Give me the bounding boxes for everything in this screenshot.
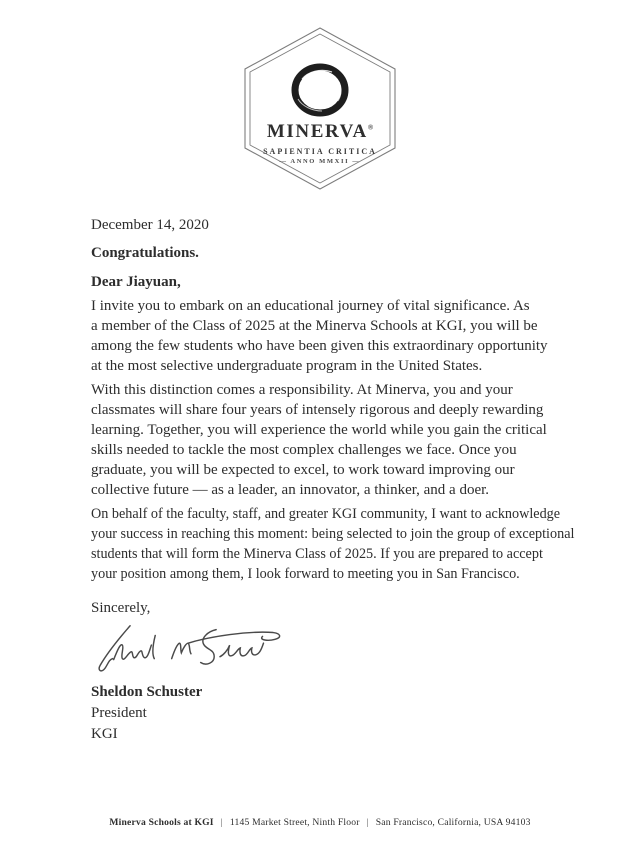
footer-street-address: 1145 Market Street, Ninth Floor: [229, 817, 360, 828]
logo-anno-year: — ANNO MMXII —: [279, 158, 361, 165]
paragraph-2-line: learning. Together, you will experience the world while you gain the critical: [91, 422, 547, 438]
footer-city-state: San Francisco, California, USA 94103: [375, 817, 531, 828]
paragraph-1-line: at the most selective undergraduate program in the United States.: [91, 358, 483, 374]
signer-title: President: [91, 705, 147, 721]
paragraph-1-line: I invite you to embark on an educational journey of vital significance. As: [91, 298, 530, 314]
congratulations-heading: Congratulations.: [91, 245, 199, 261]
signer-name: Sheldon Schuster: [91, 684, 203, 700]
paragraph-3-line: your success in reaching this moment: being selected to join the group of exceptional: [91, 526, 575, 542]
logo-motto: SAPIENTIA CRITICA: [263, 147, 377, 156]
signer-organization: KGI: [91, 726, 118, 742]
paragraph-3-line: your position among them, I look forward to meeting you in San Francisco.: [91, 566, 520, 582]
signature-block: [91, 619, 566, 677]
paragraph-1-line: a member of the Class of 2025 at the Minerva Schools at KGI, you will be: [91, 318, 538, 334]
brush-circle-icon: [288, 61, 352, 119]
letter-page: [0, 27, 640, 855]
paragraph-1-line: among the few students who have been given this extraordinary opportunity: [91, 338, 548, 354]
paragraph-2: [91, 380, 566, 500]
paragraph-3: [91, 504, 575, 584]
logo-wordmark: [240, 121, 400, 143]
handwritten-signature-icon: [91, 619, 291, 677]
paragraph-2-line: With this distinction comes a responsibility. At Minerva, you and your: [91, 382, 513, 398]
logo-wordmark-text: MINERVA: [266, 121, 368, 142]
paragraph-3-line: On behalf of the faculty, staff, and greater KGI community, I want to acknowledge: [91, 506, 561, 522]
paragraph-2-line: classmates will share four years of intensely rigorous and deeply rewarding: [91, 402, 544, 418]
paragraph-1: [91, 296, 566, 376]
paragraph-2-line: collective future — as a leader, an innovator, a thinker, and a doer.: [91, 482, 490, 498]
letter-date: December 14, 2020: [91, 217, 209, 233]
paragraph-2-line: graduate, you will be expected to excel, to work toward improving our: [91, 462, 515, 478]
paragraph-2-line: skills needed to tackle the most complex challenges we face. Once you: [91, 442, 517, 458]
paragraph-3-line: students that will form the Minerva Class of 2025. If you are prepared to accept: [91, 546, 543, 562]
closing-sincerely: Sincerely,: [91, 600, 151, 616]
footer-separator: |: [220, 817, 223, 828]
footer-separator: |: [366, 817, 369, 828]
minerva-logo-badge: [240, 27, 400, 190]
letter-body: [91, 215, 575, 744]
registered-trademark-symbol: ®: [367, 123, 374, 132]
letterhead-footer: [0, 817, 640, 828]
salutation: Dear Jiayuan,: [91, 274, 181, 290]
footer-org-name: Minerva Schools at KGI: [109, 817, 214, 828]
